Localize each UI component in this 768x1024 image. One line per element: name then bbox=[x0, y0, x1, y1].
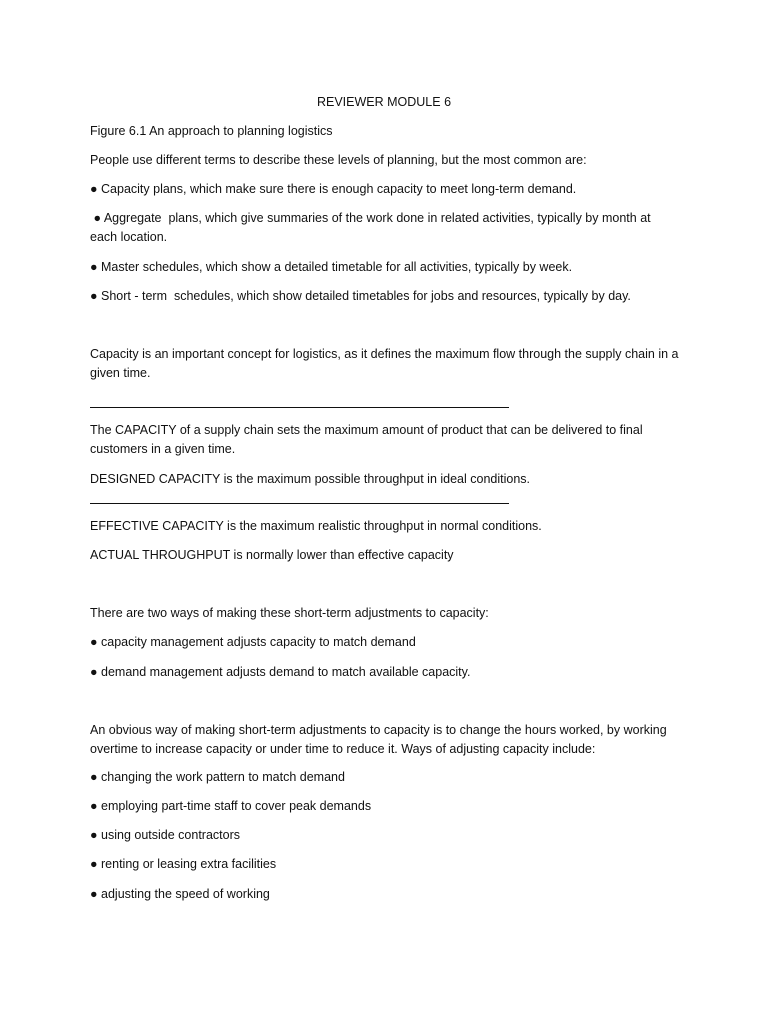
list-item-demand-management: ● demand management adjusts demand to match available capacity. bbox=[90, 665, 471, 679]
list-item-work-pattern: ● changing the work pattern to match demand bbox=[90, 770, 345, 784]
divider-line bbox=[90, 503, 509, 504]
hours-worked-paragraph: An obvious way of making short-term adjustments to capacity is to change the hours worked, by working overtime to increase capacity or under time to reduce it. Ways of adjusting capacity include: bbox=[90, 723, 671, 756]
list-item-renting-facilities: ● renting or leasing extra facilities bbox=[90, 857, 277, 871]
adjustments-intro-paragraph: There are two ways of making these short-term adjustments to capacity: bbox=[90, 606, 489, 620]
designed-capacity-paragraph: DESIGNED CAPACITY is the maximum possible throughput in ideal conditions. bbox=[90, 472, 531, 486]
list-item-speed-of-working: ● adjusting the speed of working bbox=[90, 887, 270, 901]
list-item-part-time-staff: ● employing part-time staff to cover peak demands bbox=[90, 799, 372, 813]
capacity-intro-paragraph: Capacity is an important concept for logistics, as it defines the maximum flow through the supply chain in a given time. bbox=[90, 347, 682, 380]
document-title: REVIEWER MODULE 6 bbox=[316, 95, 452, 109]
list-item-master-schedules: ● Master schedules, which show a detailed timetable for all activities, typically by week. bbox=[90, 260, 573, 274]
list-item-outside-contractors: ● using outside contractors bbox=[90, 828, 240, 842]
actual-throughput-paragraph: ACTUAL THROUGHPUT is normally lower than effective capacity bbox=[90, 548, 454, 562]
list-item-aggregate-plans: ● Aggregate plans, which give summaries of the work done in related activities, typically by month at each location. bbox=[90, 211, 655, 244]
list-item-short-term-schedules: ● Short - term schedules, which show detailed timetables for jobs and resources, typically by day. bbox=[90, 289, 631, 303]
intro-paragraph: People use different terms to describe these levels of planning, but the most common are: bbox=[90, 153, 587, 167]
divider-line bbox=[90, 407, 509, 408]
figure-caption: Figure 6.1 An approach to planning logistics bbox=[90, 124, 333, 138]
list-item-capacity-management: ● capacity management adjusts capacity to match demand bbox=[90, 635, 416, 649]
effective-capacity-paragraph: EFFECTIVE CAPACITY is the maximum realistic throughput in normal conditions. bbox=[90, 519, 542, 533]
capacity-definition-paragraph: The CAPACITY of a supply chain sets the maximum amount of product that can be delivered to final customers in a given time. bbox=[90, 423, 647, 456]
list-item-capacity-plans: ● Capacity plans, which make sure there is enough capacity to meet long-term demand. bbox=[90, 182, 577, 196]
